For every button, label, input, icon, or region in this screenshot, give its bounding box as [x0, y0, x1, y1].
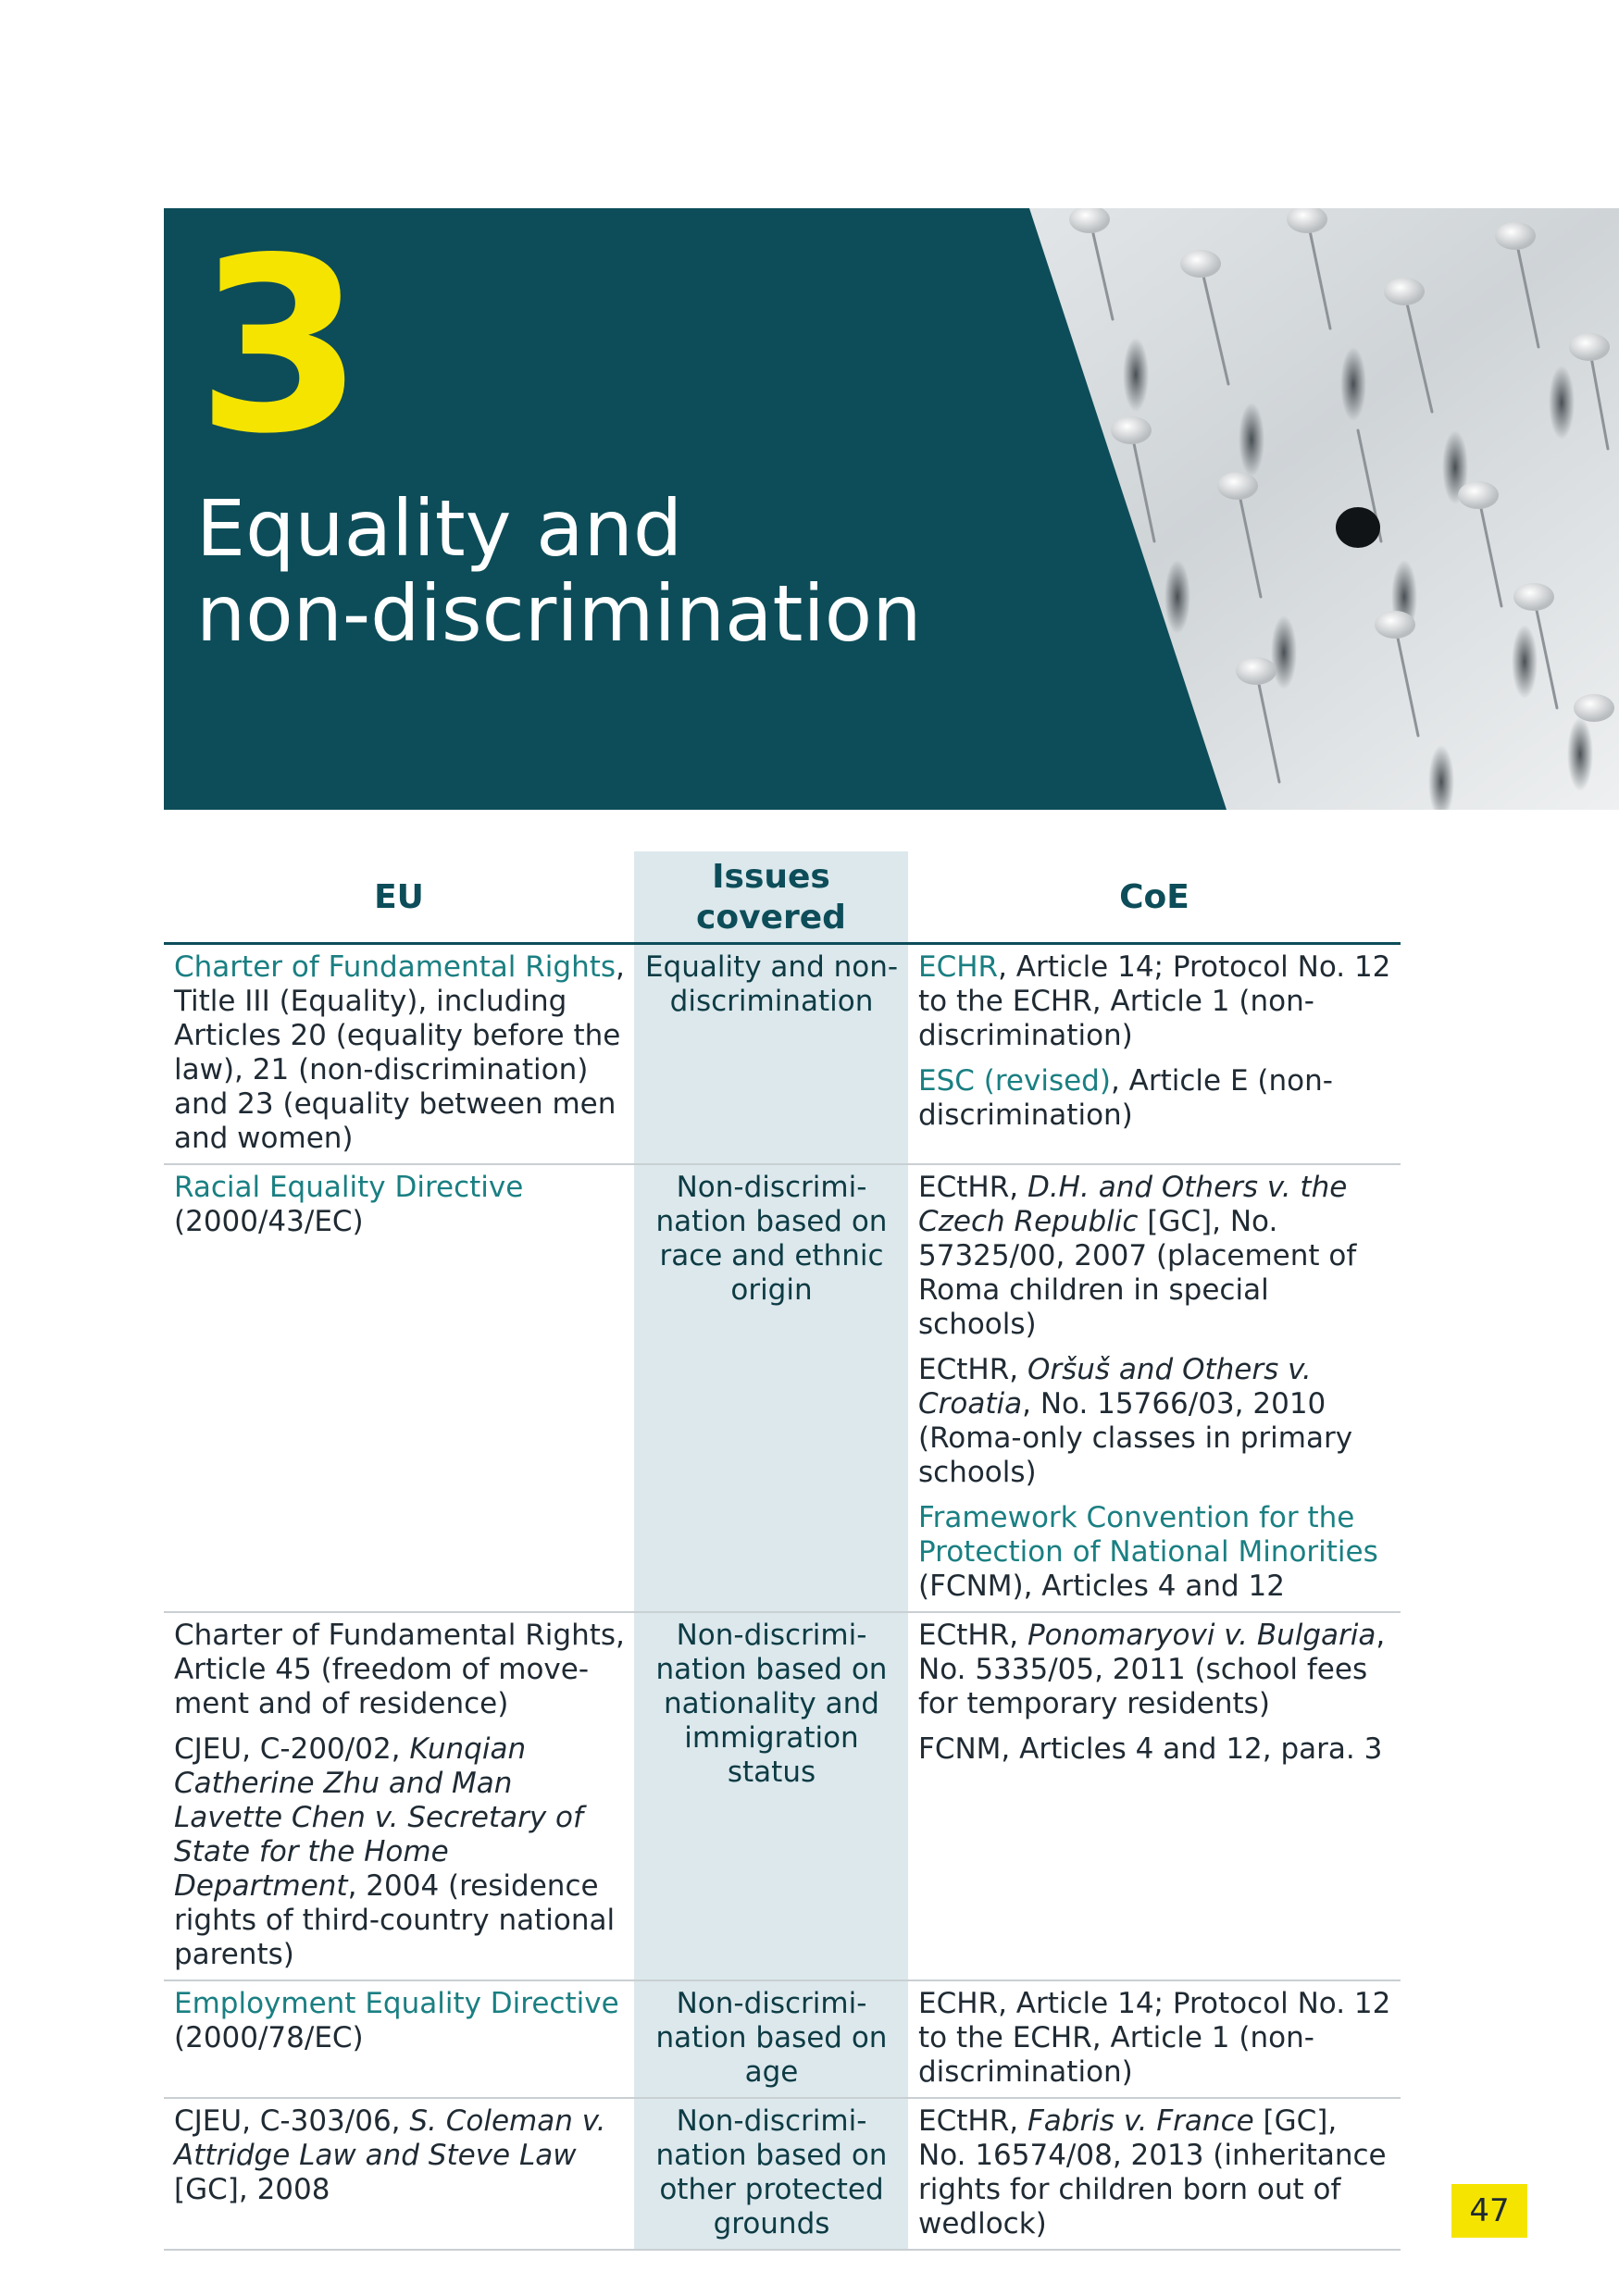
issues-cell: Non-discrimination based on race and ethnic origin — [634, 1164, 908, 1612]
reference-text: Charter of Fundamental Rights, Article 45 (freedom of movement and of residence) — [174, 1619, 625, 1720]
chapter-title-line1: Equality and — [196, 483, 683, 574]
table-row — [164, 2098, 1401, 2250]
coe-cell-paragraph — [918, 1987, 1391, 2090]
table-body — [164, 944, 1401, 2251]
coe-cell-paragraph — [918, 1064, 1391, 1133]
case-name: Fabris v. France — [1027, 2104, 1254, 2138]
eu-cell — [164, 1164, 634, 1612]
table-row — [164, 1164, 1401, 1612]
reference-link[interactable]: Framework Convention for the Protection of National Minorities — [918, 1501, 1378, 1569]
chapter-banner — [164, 208, 1619, 810]
case-name: D.H. and Others v. the Czech Republic — [918, 1171, 1348, 1238]
coe-cell — [908, 1980, 1401, 2098]
reference-text: , No. 15766/03, 2010 (Roma-only classes in primary schools) — [918, 1387, 1353, 1489]
eu-cell-paragraph — [174, 1619, 625, 1721]
reference-link[interactable]: Employment Equality Directive — [174, 1987, 619, 2020]
coe-cell — [908, 1612, 1401, 1980]
header-issues-covered: Issues covered — [634, 851, 908, 944]
legal-framework-table-wrapper — [164, 851, 1401, 2251]
reference-text: [GC], 2008 — [174, 2173, 330, 2206]
header-coe: CoE — [908, 851, 1401, 944]
table-row — [164, 944, 1401, 1165]
case-name: S. Coleman v. Attridge Law and Steve Law — [174, 2104, 606, 2172]
eu-cell-paragraph — [174, 1171, 625, 1239]
reference-text: , No. 5335/05, 2011 (school fees for temporary residents) — [918, 1619, 1386, 1720]
reference-text: ECHR, Article 14; Protocol No. 12 to the ECHR, Article 1 (non-discrimination) — [918, 1987, 1391, 2089]
coe-cell-paragraph — [918, 1619, 1391, 1721]
coe-cell-paragraph — [918, 1732, 1391, 1767]
eu-cell — [164, 1980, 634, 2098]
reference-text: ECtHR, — [918, 1353, 1027, 1386]
case-name: Oršuš and Others v. Croatia — [918, 1353, 1312, 1421]
header-eu: EU — [164, 851, 634, 944]
legal-framework-table — [164, 851, 1401, 2251]
reference-text: (2000/78/EC) — [174, 2021, 364, 2054]
eu-cell-paragraph — [174, 950, 625, 1156]
reference-link[interactable]: ESC (revised) — [918, 1064, 1111, 1098]
black-pin — [1336, 507, 1380, 548]
issues-cell: Non-discrimination based on nationality and immigration status — [634, 1612, 908, 1980]
reference-text: ECtHR, — [918, 1619, 1027, 1652]
reference-text: ECtHR, — [918, 1171, 1027, 1204]
chapter-number: 3 — [196, 208, 356, 487]
reference-text: CJEU, C-200/02, — [174, 1732, 410, 1766]
reference-text: [GC], No. 16574/08, 2013 (inheritance rights for children born out of wedlock) — [918, 2104, 1387, 2240]
reference-text: CJEU, C-303/06, — [174, 2104, 410, 2138]
issues-cell: Non-discrimination based on other protected grounds — [634, 2098, 908, 2250]
eu-cell — [164, 944, 634, 1165]
chapter-title — [196, 483, 937, 659]
reference-text: [GC], No. 57325/00, 2007 (placement of Roma children in special schools) — [918, 1205, 1357, 1341]
table-header-row — [164, 851, 1401, 944]
reference-text: , Article 14; Protocol No. 12 to the ECHR, Article 1 (non-discrimination) — [918, 950, 1391, 1052]
coe-cell-paragraph — [918, 2104, 1391, 2241]
eu-cell-paragraph — [174, 2104, 625, 2207]
table-row — [164, 1612, 1401, 1980]
reference-text: , 2004 (residence rights of third-country national parents) — [174, 1869, 616, 1971]
table-row — [164, 1980, 1401, 2098]
reference-text: FCNM, Articles 4 and 12, para. 3 — [918, 1732, 1383, 1766]
reference-text: ECtHR, — [918, 2104, 1027, 2138]
reference-text: (FCNM), Articles 4 and 12 — [918, 1570, 1285, 1603]
coe-cell — [908, 2098, 1401, 2250]
issues-cell: Non-discrimination based on age — [634, 1980, 908, 2098]
chapter-title-line2: non-discrimination — [196, 568, 922, 659]
reference-link[interactable]: Racial Equality Directive — [174, 1171, 524, 1204]
coe-cell — [908, 1164, 1401, 1612]
reference-link[interactable]: ECHR — [918, 950, 999, 984]
eu-cell-paragraph — [174, 1732, 625, 1972]
reference-text: (2000/43/EC) — [174, 1205, 364, 1238]
issues-cell: Equality and non-discrimination — [634, 944, 908, 1165]
coe-cell-paragraph — [918, 1171, 1391, 1342]
coe-cell-paragraph — [918, 950, 1391, 1053]
reference-text: , Title III (Equality), including Articles 20 (equality before the law), 21 (non-discrimination) and 23 (equality between men and women) — [174, 950, 625, 1155]
coe-cell-paragraph — [918, 1501, 1391, 1604]
eu-cell — [164, 1612, 634, 1980]
eu-cell-paragraph — [174, 1987, 625, 2055]
reference-text: , Article E (non-discrimination) — [918, 1064, 1333, 1132]
coe-cell — [908, 944, 1401, 1165]
coe-cell-paragraph — [918, 1353, 1391, 1490]
case-name: Kunqian Catherine Zhu and Man Lavette Chen v. Secretary of State for the Home Department — [174, 1732, 583, 1903]
reference-link[interactable]: Charter of Fundamental Rights — [174, 950, 616, 984]
case-name: Ponomaryovi v. Bulgaria — [1027, 1619, 1376, 1652]
eu-cell — [164, 2098, 634, 2250]
page-number: 47 — [1451, 2184, 1527, 2238]
